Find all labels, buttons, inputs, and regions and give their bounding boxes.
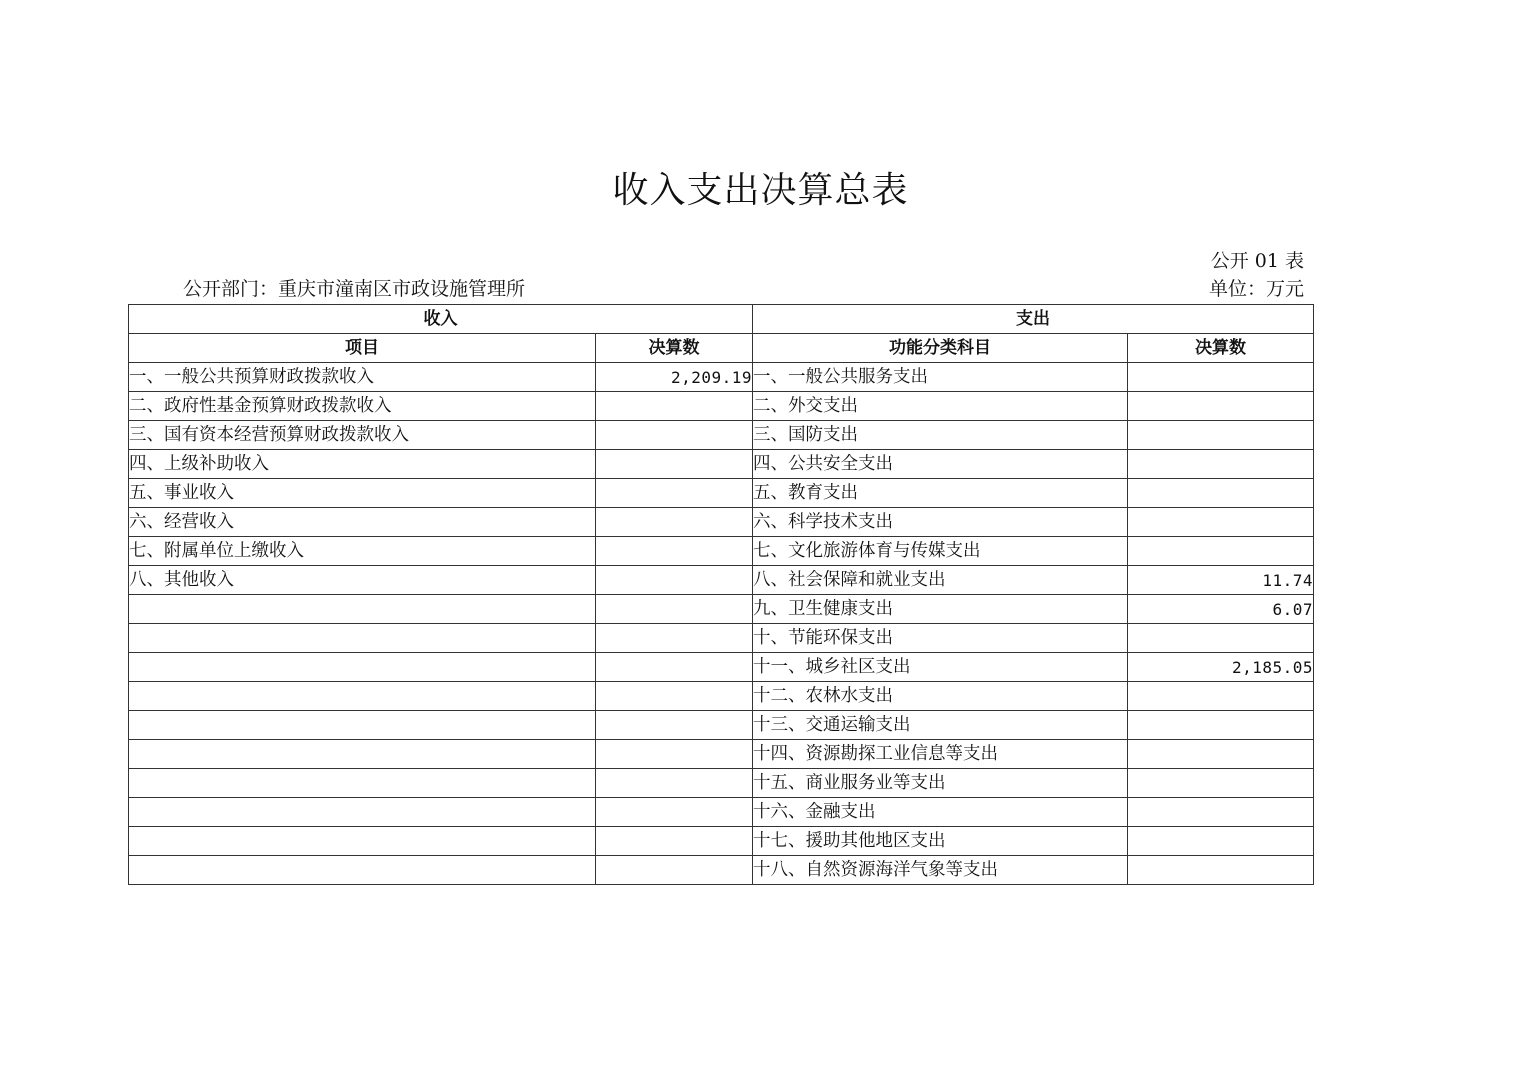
expense-item-cell: 七、文化旅游体育与传媒支出: [753, 537, 1128, 566]
income-amount-cell: [596, 479, 753, 508]
income-amount-cell: [596, 798, 753, 827]
income-amount-cell: [596, 392, 753, 421]
table-row: [129, 827, 1314, 856]
income-amount-cell: [596, 566, 753, 595]
expense-amount-cell: [1128, 450, 1314, 479]
expense-amount-cell: 2,185.05: [1128, 653, 1314, 682]
table-row: [129, 566, 1314, 595]
expense-item-cell: 十三、交通运输支出: [753, 711, 1128, 740]
income-amount-cell: [596, 827, 753, 856]
form-number: 公开 01 表: [1210, 250, 1304, 272]
expense-amount-cell: [1128, 856, 1314, 885]
table-row: [129, 595, 1314, 624]
table-row: [129, 624, 1314, 653]
income-amount-cell: [596, 769, 753, 798]
table-row: [129, 508, 1314, 537]
expense-amount-cell: [1128, 363, 1314, 392]
expense-item-cell: 六、科学技术支出: [753, 508, 1128, 537]
income-amount-cell: [596, 682, 753, 711]
income-item-cell: [129, 740, 596, 769]
table-row: [129, 740, 1314, 769]
income-item-cell: [129, 856, 596, 885]
income-item-cell: [129, 653, 596, 682]
table-row: [129, 537, 1314, 566]
expense-amount-cell: [1128, 827, 1314, 856]
expense-amount-cell: [1128, 740, 1314, 769]
income-item-cell: [129, 769, 596, 798]
expense-amount-cell: [1128, 682, 1314, 711]
table-body: [129, 363, 1314, 885]
expense-amount-cell: [1128, 624, 1314, 653]
expense-item-cell: 五、教育支出: [753, 479, 1128, 508]
expense-item-cell: 十八、自然资源海洋气象等支出: [753, 856, 1128, 885]
expense-item-cell: 十四、资源勘探工业信息等支出: [753, 740, 1128, 769]
income-amount-cell: [596, 624, 753, 653]
income-amount-cell: [596, 508, 753, 537]
expense-item-cell: 四、公共安全支出: [753, 450, 1128, 479]
income-item-cell: [129, 711, 596, 740]
income-item-cell: [129, 827, 596, 856]
budget-table: [128, 304, 1314, 885]
income-amount-cell: [596, 537, 753, 566]
table-row: [129, 421, 1314, 450]
expense-item-cell: 十二、农林水支出: [753, 682, 1128, 711]
department-label: 公开部门：重庆市潼南区市政设施管理所: [183, 278, 526, 300]
expense-amount-cell: 11.74: [1128, 566, 1314, 595]
income-item-cell: 一、一般公共预算财政拨款收入: [129, 363, 596, 392]
income-amount-cell: 2,209.19: [596, 363, 753, 392]
table-row: [129, 856, 1314, 885]
income-item-cell: 三、国有资本经营预算财政拨款收入: [129, 421, 596, 450]
expense-amount-cell: [1128, 798, 1314, 827]
income-amount-cell: [596, 653, 753, 682]
table-row: [129, 450, 1314, 479]
expense-amount-cell: [1128, 537, 1314, 566]
income-item-cell: 五、事业收入: [129, 479, 596, 508]
income-item-cell: 四、上级补助收入: [129, 450, 596, 479]
income-amount-cell: [596, 421, 753, 450]
expense-item-cell: 三、国防支出: [753, 421, 1128, 450]
income-item-cell: [129, 798, 596, 827]
expense-amount-cell: [1128, 769, 1314, 798]
table-row: [129, 479, 1314, 508]
income-amount-cell: [596, 740, 753, 769]
income-item-cell: 七、附属单位上缴收入: [129, 537, 596, 566]
expense-amount-cell: [1128, 479, 1314, 508]
expense-item-cell: 十五、商业服务业等支出: [753, 769, 1128, 798]
col-header-expense-amount: 决算数: [1128, 334, 1314, 363]
income-amount-cell: [596, 450, 753, 479]
column-header-row: [129, 334, 1314, 363]
table-row: [129, 798, 1314, 827]
expense-amount-cell: [1128, 508, 1314, 537]
expense-amount-cell: [1128, 392, 1314, 421]
col-header-category: 功能分类科目: [753, 334, 1128, 363]
income-amount-cell: [596, 595, 753, 624]
income-section-header: 收入: [129, 305, 753, 334]
expense-section-header: 支出: [753, 305, 1314, 334]
expense-item-cell: 二、外交支出: [753, 392, 1128, 421]
expense-item-cell: 十、节能环保支出: [753, 624, 1128, 653]
expense-item-cell: 八、社会保障和就业支出: [753, 566, 1128, 595]
col-header-item: 项目: [129, 334, 596, 363]
income-amount-cell: [596, 856, 753, 885]
table-row: [129, 711, 1314, 740]
table-row: [129, 653, 1314, 682]
expense-item-cell: 十六、金融支出: [753, 798, 1128, 827]
income-item-cell: [129, 624, 596, 653]
table-row: [129, 682, 1314, 711]
table-row: [129, 363, 1314, 392]
income-item-cell: [129, 595, 596, 624]
expense-item-cell: 一、一般公共服务支出: [753, 363, 1128, 392]
expense-amount-cell: [1128, 711, 1314, 740]
income-amount-cell: [596, 711, 753, 740]
expense-amount-cell: 6.07: [1128, 595, 1314, 624]
table-row: [129, 769, 1314, 798]
expense-amount-cell: [1128, 421, 1314, 450]
expense-item-cell: 十七、援助其他地区支出: [753, 827, 1128, 856]
income-item-cell: [129, 682, 596, 711]
expense-item-cell: 九、卫生健康支出: [753, 595, 1128, 624]
section-header-row: [129, 305, 1314, 334]
table-row: [129, 392, 1314, 421]
unit-label: 单位：万元: [1208, 278, 1304, 300]
col-header-income-amount: 决算数: [596, 334, 753, 363]
income-item-cell: 六、经营收入: [129, 508, 596, 537]
page-title: 收入支出决算总表: [612, 170, 909, 211]
income-item-cell: 二、政府性基金预算财政拨款收入: [129, 392, 596, 421]
expense-item-cell: 十一、城乡社区支出: [753, 653, 1128, 682]
income-item-cell: 八、其他收入: [129, 566, 596, 595]
